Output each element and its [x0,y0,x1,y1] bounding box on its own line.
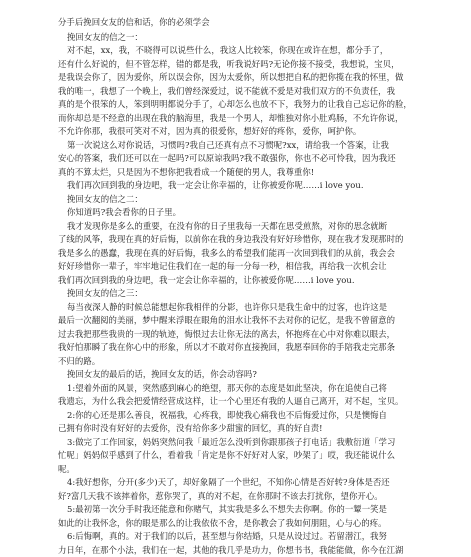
letter1-paragraph2-line: 第一次说这么对你说话，习惯吗?我自己还真有点不习惯呢?xx，请给我一个答案，让我 [58,139,411,153]
phrase-line: 己拥有你时没有好好的去爱你，没有给你多少甜蜜的回忆，真的好自责! [58,422,411,436]
letter3-line: 最后一次翻阅的美丽，梦中醒来浮眼在眼角的泪水让我怀不去对你的记忆，是我不曾留意的 [58,314,411,328]
letter1-line: 而你却总是不经意的出现在我的脑海里，我是一个男人，却惟独对你小肚鸡肠，不允许你说， [58,112,411,126]
letter1-heading: 挽回女友的信之一： [58,31,411,45]
phrase-line: 好?富几天我不该摔着你，惹你哭了，真的对不起，在你那时不该去打扰你，望你开心。 [58,490,411,504]
phrase-line: 4:我好想你，分开(多少)天了，却好象隔了一个世纪，不知你心情是否好转?身体是否还 [58,476,411,490]
letter2-line: 我才发现你是多么的重要，在没有你的日子里我每一天都在思受煎熬，对你的思念就断 [58,220,411,234]
letter3-line: 不归的路。 [58,355,411,369]
phrase-line: 如此的让我怀念，你的眼是那么的让我依依不舍，是你教会了我如何朋阻，心与心的疼。 [58,517,411,531]
letter1-line: 不允许你那，我很可笑对不对，因为真的很爱你，想好好的疼你，爱你，呵护你。 [58,125,411,139]
letter1-closing: 我们再次回到我的身边吧，我一定会让你幸福的，让你被爱你呢……i love you. [58,179,411,193]
letter1-line: 对不起，xx，我，不晓得可以说些什么，我这人比较笨，你现在或许在想，都分手了， [58,44,411,58]
article-title: 分手后挽回女友的信和话，你的必须学会 [58,16,411,30]
letter1-line: 我的唯一，我想了一个晚上，我们曾经深爱过，说不能就不爱是对我们双方的不负责任，我 [58,85,411,99]
letter3-heading: 挽回女友的信之三： [58,287,411,301]
letter1-line: 是我误会你了，因为爱你，所以误会你，因为太爱你，所以想把自私的把你揽在我的怀里，做 [58,71,411,85]
letter1-line: 还有什么好说的，但不管怎样，错的都是我，听我说好吗?无论你接不接受，我想说，宝贝， [58,58,411,72]
phrase-line: 6:后悔啊，真的。对于我们的以后，甚至想与你结婚，只是从设过过。若留潜江，我努 [58,530,411,544]
letter1-paragraph2-line: 安心的答案，我们还可以在一起吗?可以原谅我吗?我不敢强你，你也不必可怜我，因为我还 [58,152,411,166]
phrase-line: 忙呢」妈妈似乎感到了什么，看着我「肯定是你不好好对人家，吵架了」哎，我还能说什么 [58,449,411,463]
letter1-paragraph2-line: 真的不算太烂，只是因为不想你把我看成一个随便的男人，我尊重你! [58,166,411,180]
phrase-line: 5:最初第一次分手时我还能意和你赌气，其实我是多么不想失去你啊。你的一颦一笑是 [58,503,411,517]
letter2-line: 了线的风筝，我现在真的好后悔，以前你在我的身边我没有好好珍惜你，现在我才发现那时的 [58,233,411,247]
phrase-line: 力日年，在那个小法，我们在一起，其他的我几乎是功力，你想书书，我能能做，你今在江湖 [58,544,411,557]
letter2-line: 好好珍惜你一辈子，牢牢地记住我们在一起的每一分每一秒，相信我，再给我一次机会让 [58,260,411,274]
phrase-line: 3:做完了工作回家，妈妈突然问我「最近怎么没听到你跟那孩子打电话」我敷衍道「学习 [58,436,411,450]
letter2-heading: 挽回女友的信之二： [58,193,411,207]
letter3-line: 每当夜深人静的时候总能想起你我相伴的分影，也许你只是我生命中的过客，也许这是 [58,301,411,315]
letter3-line: 我好怕那瞬了我在你心中的形象，所以才不敢对你直接挽回，我愿奉回你的手陪我走完那条 [58,341,411,355]
phrase-line: 我遗忘，为什么我会把爱情经营成这样，让一个心里还有我的人逼自己离开，对不起，宝贝。 [58,395,411,409]
letter3-line: 过去我把那些我贵的一现的轨迹，悔恨过去让你无法的离去，怀抱疼在心中对你难以眼去， [58,328,411,342]
letter1-line: 真的是个很笨的人，笨到明明都说分手了，心却怎么也放不下，我努力的让我自己忘记你的脸， [58,98,411,112]
phrase-line: 2:你的心还是那么善良，祝福我，心疼我，即使我心痛我也不后悔爱过你，只是懊悔自 [58,409,411,423]
phrase-line: 呢。 [58,463,411,477]
letter2-line: 我们再次回到我的身边吧，我一定会让你幸福的，让你被爱你呢……i love you. [58,274,411,288]
phrase-line: 1:望着外面的风景，突然感到麻心的绝望，那天你的态度是如此坚决，你在追使自己将 [58,382,411,396]
letter2-line: 你知道吗?我会看你的日子里。 [58,206,411,220]
phrases-heading: 挽回女友的最后的话，挽回女友的话，你会动容吗? [58,368,411,382]
letter2-line: 我是多么的愚蠢，我现在真的好后悔，我多么的希望我们能再一次回到我们的从前，我会会 [58,247,411,261]
